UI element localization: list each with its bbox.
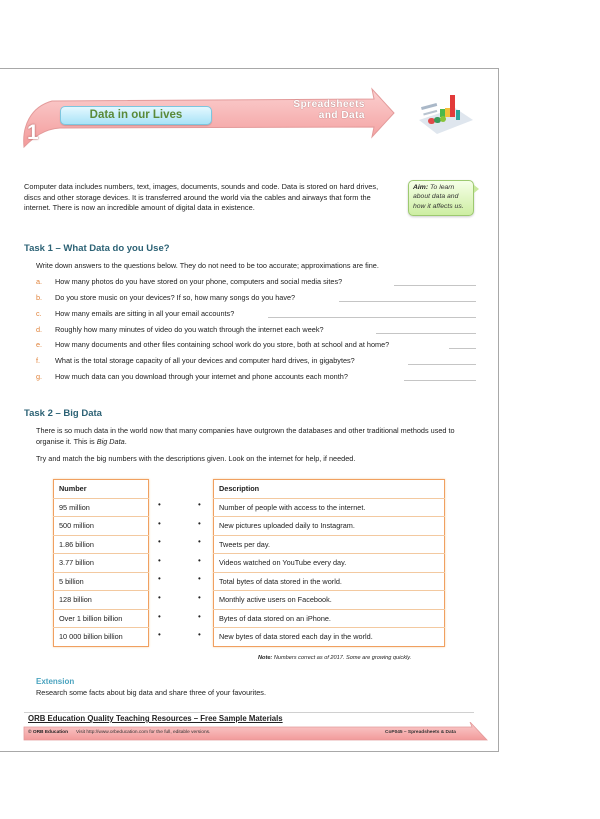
answer-line[interactable] <box>404 380 476 381</box>
3d-bar-chart-image <box>415 90 475 136</box>
match-right-dot[interactable]: • <box>198 537 201 547</box>
answer-line[interactable] <box>339 301 476 302</box>
number-cell: 10 000 billion billion <box>59 632 123 641</box>
number-cell: Over 1 billion billion <box>54 609 149 628</box>
match-right-dot[interactable]: • <box>198 500 201 509</box>
unit-subtitle-line1: Spreadsheets <box>293 99 365 110</box>
footer-code: CoP045 – Spreadsheets & Data <box>385 730 456 735</box>
question-letter: a. <box>36 277 43 286</box>
match-right-dot[interactable]: • <box>198 574 201 584</box>
task2-heading: Task 2 – Big Data <box>24 408 102 419</box>
note-label: Note: <box>258 655 273 661</box>
question-letter: f. <box>36 356 41 365</box>
description-cell: Videos watched on YouTube every day. <box>214 554 445 573</box>
question-text: Do you store music on your devices? If so, how many songs do you have? <box>55 293 296 302</box>
match-left-dot[interactable]: • <box>158 593 161 602</box>
aim-label: Aim: <box>413 184 429 191</box>
footer-divider <box>24 712 474 713</box>
match-left-dot[interactable]: • <box>158 611 161 621</box>
question-f <box>36 355 476 366</box>
match-left-dot[interactable]: • <box>158 574 161 584</box>
description-cell: Monthly active users on Facebook. <box>214 591 445 610</box>
lesson-title-pill: Data in our Lives <box>60 106 212 125</box>
visit-text[interactable]: Visit http://www.orbeducation.com for the full, editable versions. <box>76 730 211 735</box>
number-cell: 3.77 billion <box>54 554 149 573</box>
match-right-dot[interactable]: • <box>198 593 201 602</box>
match-right-dot[interactable]: • <box>198 630 201 640</box>
match-right-dot[interactable]: • <box>198 518 201 528</box>
lesson-number: 1 <box>27 121 39 144</box>
footer-copyright <box>28 730 210 735</box>
task2-paragraph1-end: . <box>124 437 127 446</box>
unit-subtitle-line2: and Data <box>318 110 365 121</box>
numbers-header: Number <box>54 480 149 499</box>
number-cell: 1.86 billion <box>54 535 149 554</box>
answer-line[interactable] <box>408 364 476 365</box>
match-left-dot[interactable]: • <box>158 518 161 528</box>
question-e <box>36 339 476 350</box>
question-c <box>36 308 476 319</box>
question-letter: c. <box>36 309 42 318</box>
number-cell: 95 million <box>54 498 149 517</box>
note-text: Numbers correct as of 2017. Some are growing quickly. <box>272 655 412 661</box>
description-cell: Bytes of data stored on an iPhone. <box>214 609 445 628</box>
question-letter: g. <box>36 372 43 381</box>
answer-line[interactable] <box>376 333 476 334</box>
intro-paragraph: Computer data includes numbers, text, images, documents, sounds and code. Data is stored on hard drives, discs and other storage devices. It is transferred around the world via the cables and airways that form the internet. There is now an incredible amount of digital data in existence. <box>24 182 379 213</box>
match-left-dot[interactable]: • <box>158 500 161 509</box>
question-text: How much data can you download through your internet and phone accounts each month? <box>55 372 348 381</box>
match-left-dot[interactable]: • <box>158 555 161 565</box>
question-d <box>36 324 476 335</box>
big-data-term: Big Data <box>96 437 125 446</box>
description-cell: Tweets per day. <box>214 535 445 554</box>
match-left-dot[interactable]: • <box>158 630 161 640</box>
question-text: How many photos do you have stored on your phone, computers and social media sites? <box>55 277 343 286</box>
question-g <box>36 371 476 382</box>
question-letter: b. <box>36 293 43 302</box>
number-cell: 5 billion <box>54 572 149 591</box>
descriptions-header: Description <box>214 480 445 499</box>
description-cell: New pictures uploaded daily to Instagram. <box>214 517 445 536</box>
question-a <box>36 276 476 287</box>
task1-instructions: Write down answers to the questions below. They do not need to be too accurate; approximations are fine. <box>36 261 379 270</box>
question-text: How many emails are sitting in all your email accounts? <box>55 309 235 318</box>
question-b <box>36 292 476 303</box>
question-text: How many documents and other files containing school work do you store, both at school and at home? <box>55 340 390 349</box>
match-right-dot[interactable]: • <box>198 611 201 621</box>
answer-line[interactable] <box>394 285 476 286</box>
description-cell: Total bytes of data stored in the world. <box>214 572 445 591</box>
question-letter: e. <box>36 340 43 349</box>
number-cell: 500 million <box>54 517 149 536</box>
aim-callout-tail <box>474 185 479 193</box>
extension-heading: Extension <box>36 677 75 686</box>
answer-line[interactable] <box>268 317 476 318</box>
description-cell: New bytes of data stored each day in the world. <box>219 632 373 641</box>
task2-paragraph1 <box>36 425 466 447</box>
question-letter: d. <box>36 325 43 334</box>
task2-paragraph1-text: There is so much data in the world now that many companies have outgrown the databases and other traditional methods used to organise it. This is <box>36 426 455 446</box>
match-left-dot[interactable]: • <box>158 537 161 547</box>
question-text: What is the total storage capacity of all your devices and computer hard drives, in gigabytes? <box>55 356 355 365</box>
task1-heading: Task 1 – What Data do you Use? <box>24 243 170 254</box>
extension-text: Research some facts about big data and share three of your favourites. <box>36 688 266 697</box>
number-cell: 128 billion <box>54 591 149 610</box>
aim-callout <box>408 180 474 216</box>
descriptions-table <box>213 479 445 647</box>
numbers-table <box>53 479 149 647</box>
description-cell: Number of people with access to the internet. <box>214 498 445 517</box>
note <box>258 655 411 661</box>
task2-paragraph2: Try and match the big numbers with the descriptions given. Look on the internet for help, if needed. <box>36 454 356 463</box>
aim-text: To learn about data and how it affects us. <box>413 184 464 210</box>
match-right-dot[interactable]: • <box>198 555 201 565</box>
answer-line[interactable] <box>449 348 476 349</box>
unit-subtitle <box>270 99 365 121</box>
question-text: Roughly how many minutes of video do you watch through the internet each week? <box>55 325 324 334</box>
copyright-text: © ORB Education <box>28 730 69 735</box>
footer-title: ORB Education Quality Teaching Resources – Free Sample Materials <box>28 714 283 723</box>
